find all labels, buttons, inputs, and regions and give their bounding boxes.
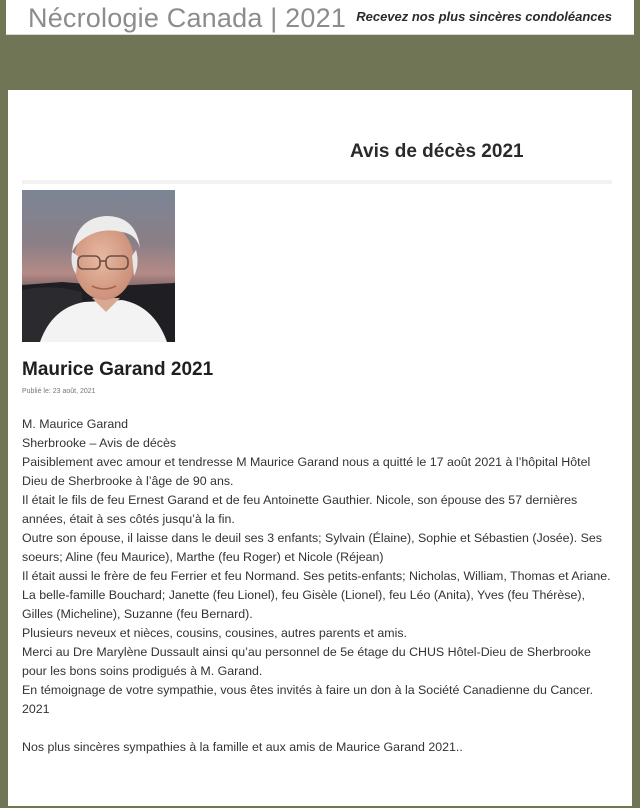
obituary-line: Il était le fils de feu Ernest Garand et de feu Antoinette Gauthier. Nicole, son épouse des 57 dernières années, était à ses côtés jusqu’à la fin. — [22, 493, 578, 526]
obituary-line: Plusieurs neveux et nièces, cousins, cousines, autres parents et amis. — [22, 626, 407, 640]
content-page — [8, 90, 632, 806]
deceased-name-heading[interactable]: Maurice Garand 2021 — [22, 359, 214, 380]
obituary-line: Sherbrooke – Avis de décès — [22, 436, 177, 450]
site-title[interactable]: Nécrologie Canada | 2021 — [28, 3, 347, 33]
obituary-line: M. Maurice Garand — [22, 417, 129, 431]
deceased-portrait-photo — [22, 190, 175, 342]
site-tagline: Recevez nos plus sincères condoléances — [356, 9, 612, 24]
section-divider — [22, 180, 612, 184]
obituary-line: Outre son épouse, il laisse dans le deuil ses 3 enfants; Sylvain (Élaine), Sophie et Sébastien (Josée). Ses soeurs; Aline (feu Maurice), Marthe (feu Roger) et Nicole (Réjean) — [22, 531, 602, 564]
site-header — [6, 0, 634, 35]
obituary-line: Merci au Dre Marylène Dussault ainsi qu’au personnel de 5e étage du CHUS Hôtel-Dieu de Sherbrooke pour les bons soins prodigués à M. Garand. — [22, 645, 591, 678]
obituary-line: En témoignage de votre sympathie, vous êtes invités à faire un don à la Société Canadienne du Cancer. 2021 — [22, 683, 594, 716]
obituary-line: Il était aussi le frère de feu Ferrier et feu Normand. Ses petits-enfants; Nicholas, William, Thomas et Ariane. — [22, 569, 611, 583]
obituary-line: Paisiblement avec amour et tendresse M Maurice Garand nous a quitté le 17 août 2021 à l’hôpital Hôtel Dieu de Sherbrooke à l’âge de 90 ans. — [22, 455, 591, 488]
publication-date: Publié le: 23 août, 2021 — [22, 388, 96, 395]
closing-message: Nos plus sincères sympathies à la famille et aux amis de Maurice Garand 2021.. — [22, 740, 463, 754]
section-title: Avis de décès 2021 — [350, 141, 524, 162]
obituary-line: La belle-famille Bouchard; Janette (feu Lionel), feu Gisèle (Lionel), feu Léo (Anita), Yves (feu Thérèse), Gilles (Micheline), Suzanne (feu Bernard). — [22, 588, 585, 621]
obituary-body — [22, 415, 617, 757]
